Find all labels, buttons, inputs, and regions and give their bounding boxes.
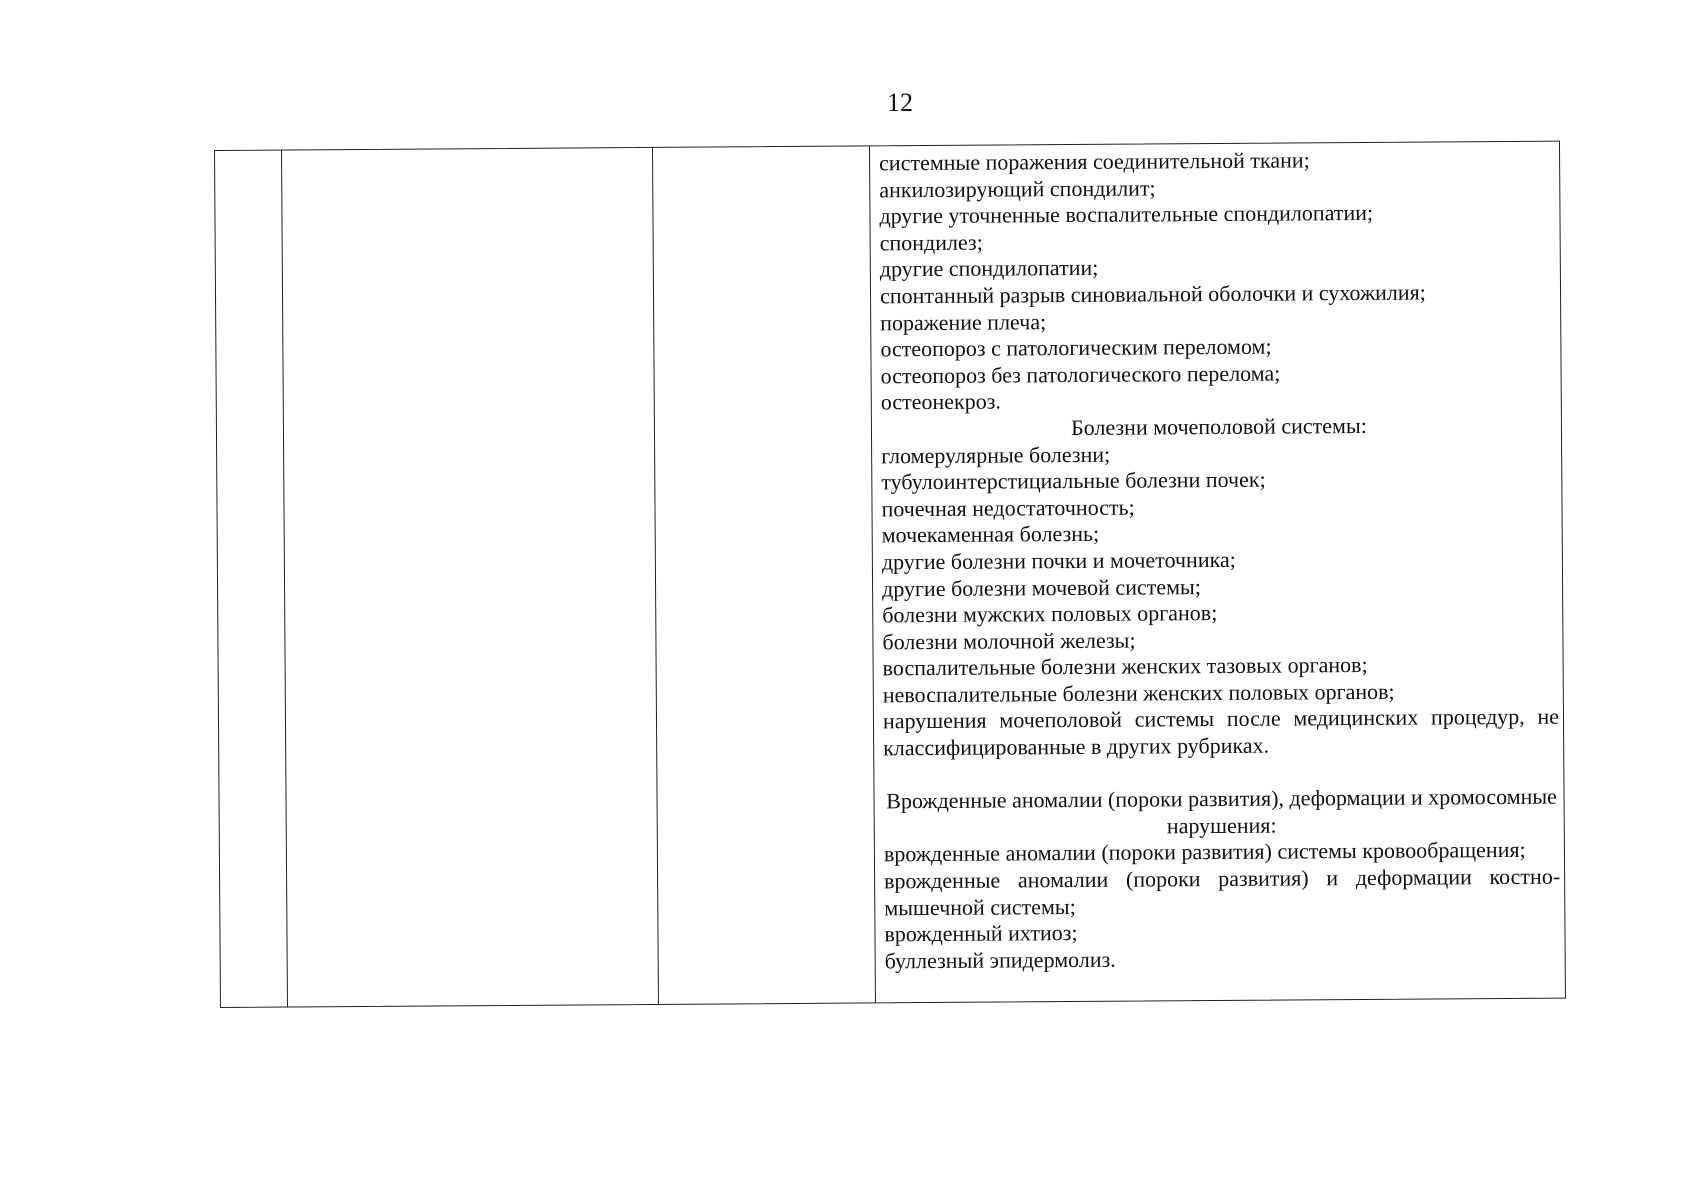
disease-item: болезни мужских половых органов; [882, 600, 1218, 628]
disease-item: невоспалительные болезни женских половых органов; [882, 678, 1395, 708]
disease-item: врожденный ихтиоз; [884, 920, 1078, 947]
disease-item: спондилез; [879, 229, 983, 256]
disease-item: анкилозирующий спондилит; [879, 175, 1156, 202]
disease-item: почечная недостаточность; [881, 494, 1135, 522]
diseases-list-cell [879, 146, 1561, 975]
disease-item: поражение плеча; [880, 308, 1047, 335]
disease-table [214, 141, 1566, 1008]
column-divider-1 [281, 151, 288, 1007]
disease-item: гломерулярные болезни; [881, 441, 1111, 468]
disease-item: остеонекроз. [880, 388, 1001, 415]
disease-item: мочекаменная болезнь; [881, 521, 1100, 548]
disease-item: буллезный эпидермолиз. [884, 946, 1116, 974]
disease-item: системные поражения соединительной ткани; [879, 147, 1310, 176]
disease-item: воспалительные болезни женских тазовых органов; [882, 652, 1368, 681]
column-divider-3 [869, 146, 876, 1002]
disease-item: тубулоинтерстициальные болезни почек; [881, 466, 1266, 495]
section-heading: Врожденные аномалии (пороки развития), деформации и хромосомные нарушения: [886, 783, 1557, 839]
disease-item: другие болезни почки и мочеточника; [881, 546, 1236, 575]
disease-item: другие уточненные воспалительные спондилопатии; [879, 200, 1374, 229]
disease-item: врожденные аномалии (пороки развития) и деформации костно-мышечной системы; [884, 863, 1561, 920]
disease-item: нарушения мочеполовой системы после медицинских процедур, не классифицированные в других рубриках. [882, 704, 1560, 761]
disease-item: спонтанный разрыв синовиальной оболочки и сухожилия; [879, 279, 1426, 309]
disease-item: остеопороз с патологическим переломом; [880, 333, 1272, 362]
disease-item: другие болезни мочевой системы; [881, 573, 1201, 601]
disease-item: болезни молочной железы; [882, 627, 1136, 655]
disease-item: остеопороз без патологического перелома; [880, 360, 1281, 389]
disease-item: другие спондилопатии; [879, 255, 1099, 282]
column-divider-2 [652, 148, 659, 1004]
page-number: 12 [887, 88, 913, 117]
section-heading: Болезни мочеполовой системы: [1070, 412, 1367, 440]
disease-item: врожденные аномалии (пороки развития) системы кровообращения; [883, 837, 1526, 867]
